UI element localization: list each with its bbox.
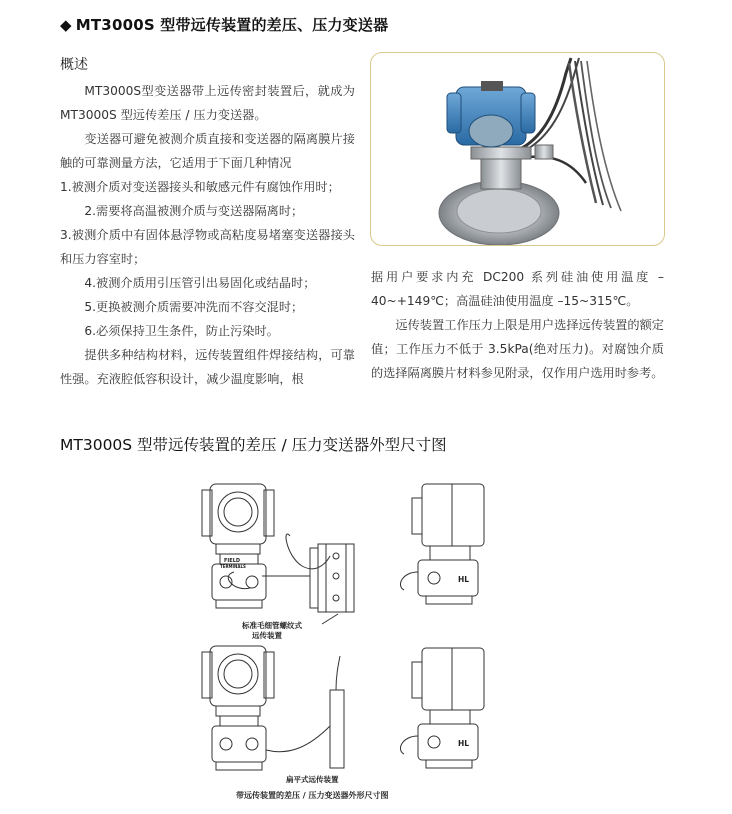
title-text: MT3000S 型带远传装置的差压、压力变送器 (75, 16, 389, 34)
transmitter-front-view-top (202, 484, 354, 640)
paragraph: 提供多种结构材料，远传装置组件焊接结构，可靠性强。充液腔低容积设计，减少温度影响，根 (60, 348, 355, 386)
paragraph: MT3000S型变送器带上远传密封装置后，就成为MT3000S 型远传差压 / 压力变送器。 (60, 84, 355, 122)
transmitter-photo-icon (371, 53, 664, 245)
dimension-drawings (190, 476, 530, 806)
threaded-seal-label: 标准毛细管螺纹式 (242, 621, 302, 630)
diamond-bullet-icon: ◆ (60, 16, 72, 34)
transmitter-front-view-bottom (202, 646, 344, 784)
threaded-seal-label-2: 远传装置 (252, 631, 282, 640)
paragraph: 变送器可避免被测介质直接和变送器的隔离膜片接触的可靠测量方法，它适用于下面几种情况 (60, 132, 355, 170)
hl-marker: HL (458, 575, 470, 584)
nameplate-label: FIELD (224, 558, 241, 564)
overview-text-right (371, 265, 664, 385)
list-item: 2.需要将高温被测介质与变送器隔离时； (84, 204, 304, 218)
list-item: 4.被测介质用引压管引出易固化或结晶时； (84, 276, 316, 290)
hl-marker: HL (458, 739, 470, 748)
list-item: 6.必须保持卫生条件，防止污染时。 (84, 324, 279, 338)
list-item: 5.更换被测介质需要冲洗而不容交混时； (84, 300, 304, 314)
list-item: 1.被测介质对变送器接头和敏感元件有腐蚀作用时； (60, 180, 340, 194)
nameplate-label: TERMINALS (220, 564, 246, 569)
transmitter-side-view-bottom (400, 648, 484, 768)
flat-seal-label: 扁平式远传装置 (286, 775, 339, 784)
paragraph: 远传装置工作压力上限是用户选择远传装置的额定值；工作压力不低于 3.5kPa(绝对压力)。对腐蚀介质的选择隔离膜片材料参见附录，仅作用户选用时参考。 (371, 318, 664, 380)
paragraph: 据用户要求内充 DC200 系列硅油使用温度 –40~+149℃；高温硅油使用温度 –15~315℃。 (371, 270, 664, 308)
list-item: 3.被测介质中有固体悬浮物或高粘度易堵塞变送器接头和压力容室时； (60, 228, 355, 266)
product-photo (370, 52, 665, 246)
dimensions-heading: MT3000S 型带远传装置的差压 / 压力变送器外型尺寸图 (60, 436, 447, 454)
page-title (60, 14, 388, 35)
overview-heading: 概述 (60, 57, 88, 73)
drawing-caption: 带远传装置的差压 / 压力变送器外形尺寸图 (236, 791, 389, 800)
transmitter-side-view-top (400, 484, 484, 604)
overview-text-left (60, 79, 355, 391)
